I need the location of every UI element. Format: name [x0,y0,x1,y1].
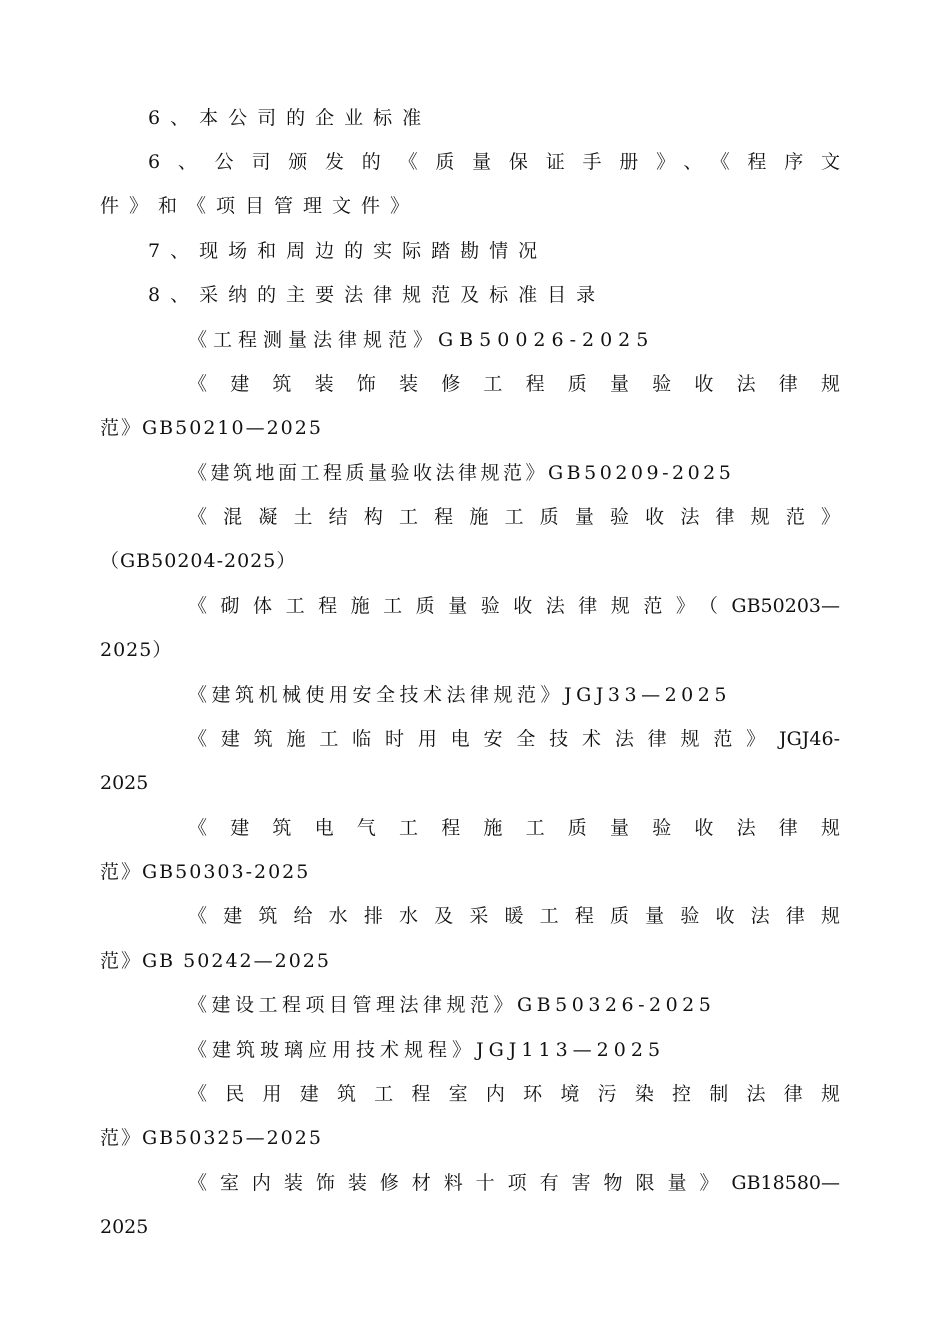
text-line: 《建筑施工临时用电安全技术法律规范》JGJ46- [188,728,840,750]
text-line: 6、本公司的企业标准 [148,107,432,129]
text-line: 《建筑机械使用安全技术法律规范》JGJ33—2025 [188,684,731,706]
text-line: 范》GB50325—2025 [100,1127,323,1149]
text-line: 8、采纳的主要法律规范及标准目录 [148,284,606,306]
text-line: 《建筑地面工程质量验收法律规范》GB50209-2025 [188,462,735,484]
text-line: 件》和《项目管理文件》 [100,195,420,217]
text-line: 《室内装饰装修材料十项有害物限量》GB18580— [188,1172,840,1194]
text-line: （GB50204-2025） [100,550,297,572]
text-line: 2025 [100,1216,149,1238]
text-line: 《建筑给水排水及采暖工程质量验收法律规 [188,905,840,927]
text-line: 《工程测量法律规范》GB50026-2025 [188,329,655,351]
text-line: 《混凝土结构工程施工质量验收法律规范》 [188,506,840,528]
text-line: 6、公司颁发的《质量保证手册》、《程序文 [148,151,840,173]
text-line: 《民用建筑工程室内环境污染控制法律规 [188,1083,840,1105]
text-line: 《建筑电气工程施工质量验收法律规 [188,817,840,839]
text-line: 范》GB50303-2025 [100,861,311,883]
text-line: 《砌体工程施工质量验收法律规范》（GB50203— [188,595,840,617]
text-line: 7、现场和周边的实际踏勘情况 [148,240,548,262]
text-line: 2025） [100,639,173,661]
text-line: 《建筑玻璃应用技术规程》JGJ113—2025 [188,1039,666,1061]
text-line: 范》GB50210—2025 [100,417,323,439]
text-line: 《建设工程项目管理法律规范》GB50326-2025 [188,994,716,1016]
text-line: 《建筑装饰装修工程质量验收法律规 [188,373,840,395]
text-line: 范》GB 50242—2025 [100,950,331,972]
text-line: 2025 [100,772,149,794]
